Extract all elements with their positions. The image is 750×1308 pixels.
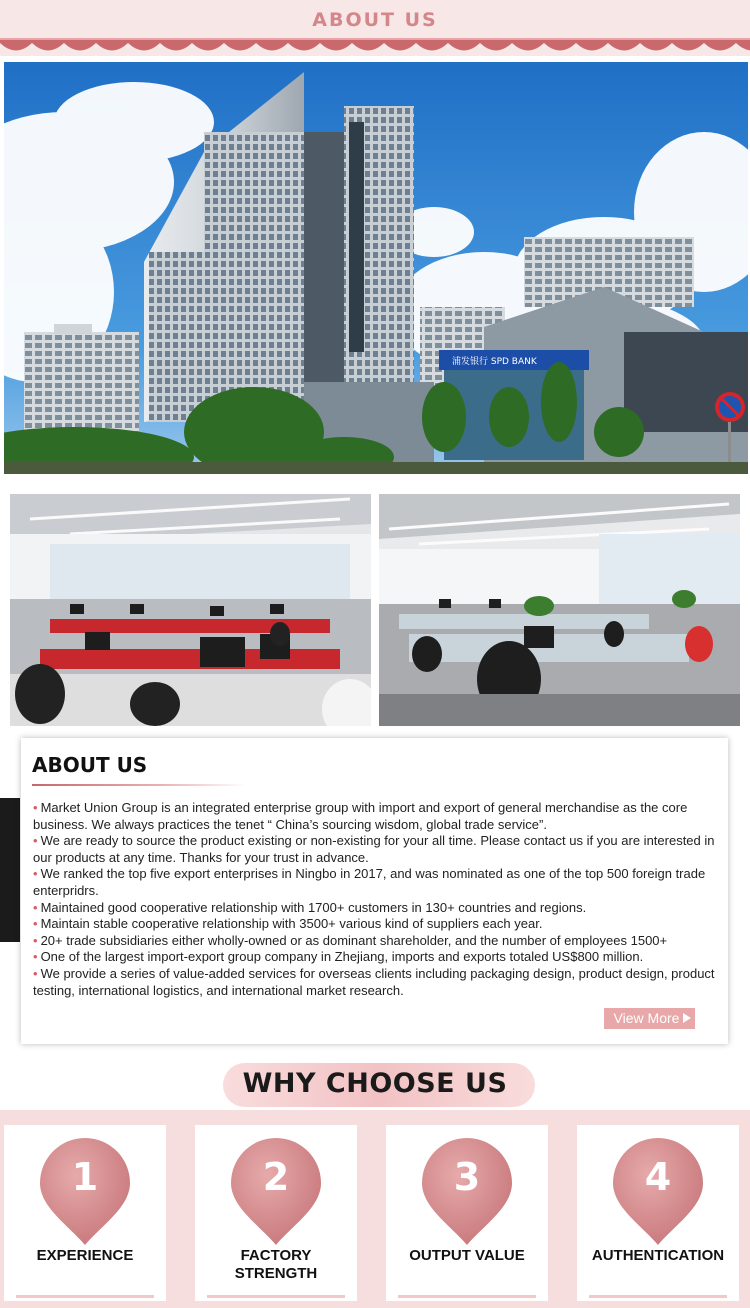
about-item-text: Maintained good cooperative relationship with 1700+ customers in 130+ countries and regions.	[40, 899, 587, 915]
scallop	[256, 43, 288, 51]
feature-card	[195, 1125, 357, 1301]
office-photo-right	[379, 494, 740, 726]
about-us-banner	[0, 0, 750, 56]
scallop	[544, 43, 576, 51]
feature-underline	[16, 1295, 154, 1298]
about-item-text: One of the largest import-export group company in Zhejiang, imports and exports totaled US$800 million.	[40, 949, 644, 965]
about-item-text: We provide a series of value-added services for overseas clients including packaging design, product design, product testing, international logistics, and international market research.	[33, 965, 715, 998]
feature-number: 2	[262, 1155, 290, 1199]
scallop	[160, 43, 192, 51]
bullet-icon: •	[33, 800, 38, 815]
about-item-text: Market Union Group is an integrated enterprise group with import and export of general merchandise as the core business. We always practices the tenet “ China’s sourcing wisdom, global trade service”.	[33, 800, 688, 832]
scallop	[416, 43, 448, 51]
scalloped-awning-edge	[0, 40, 750, 56]
office-photo-left	[10, 494, 371, 726]
about-list	[33, 800, 719, 999]
scallop	[576, 43, 608, 51]
scallop	[128, 43, 160, 51]
view-more-button[interactable]: View More	[604, 1008, 695, 1029]
feature-underline	[207, 1295, 345, 1298]
scallop	[448, 43, 480, 51]
about-heading: ABOUT US	[32, 753, 148, 777]
feature-number: 1	[71, 1155, 99, 1199]
about-item	[33, 916, 719, 933]
feature-number: 3	[453, 1155, 481, 1199]
bullet-icon: •	[33, 899, 38, 915]
bullet-icon: •	[33, 866, 38, 882]
scallop	[224, 43, 256, 51]
scallop	[320, 43, 352, 51]
bullet-icon: •	[33, 965, 38, 981]
about-item	[33, 900, 719, 917]
why-title: WHY CHOOSE US	[242, 1068, 508, 1099]
scallop	[480, 43, 512, 51]
company-building-photo	[4, 62, 748, 474]
scallop	[352, 43, 384, 51]
scallop	[0, 43, 32, 51]
feature-underline	[589, 1295, 727, 1298]
scallop	[736, 43, 750, 51]
about-item-text: We ranked the top five export enterprises in Ningbo in 2017, and was nominated as one of the top 500 foreign trade enterpridrs.	[33, 866, 706, 898]
about-item	[33, 800, 719, 833]
bank-sign: 浦发银行 SPD BANK	[452, 357, 537, 367]
scallop	[672, 43, 704, 51]
scallop	[64, 43, 96, 51]
bullet-icon: •	[33, 949, 38, 965]
about-item	[33, 866, 719, 899]
bullet-icon: •	[33, 932, 38, 948]
feature-card	[577, 1125, 739, 1301]
side-tab[interactable]	[0, 798, 20, 942]
scallop	[32, 43, 64, 51]
bullet-icon: •	[33, 833, 38, 849]
feature-number: 4	[644, 1155, 672, 1199]
scallop	[384, 43, 416, 51]
about-item	[33, 966, 719, 999]
scallop	[512, 43, 544, 51]
about-item-text: We are ready to source the product existing or non-existing for your all time. Please contact us if you are interested in our products at any time. Thanks for your trust in advance.	[33, 833, 715, 865]
feature-label: AUTHENTICATION	[591, 1247, 725, 1264]
about-item	[33, 933, 719, 950]
about-item	[33, 833, 719, 866]
scallop	[704, 43, 736, 51]
feature-label: FACTORY STRENGTH	[234, 1247, 318, 1282]
scallop	[96, 43, 128, 51]
scallop	[288, 43, 320, 51]
about-item-text: Maintain stable cooperative relationship with 3500+ various kind of suppliers each year.	[40, 916, 543, 932]
about-item-text: 20+ trade subsidiaries either wholly-owned or as dominant shareholder, and the number of employees 1500+	[40, 932, 668, 948]
feature-label: OUTPUT VALUE	[409, 1247, 525, 1264]
banner-title: ABOUT US	[312, 9, 438, 31]
scallop	[608, 43, 640, 51]
feature-underline	[398, 1295, 536, 1298]
scallop	[192, 43, 224, 51]
scallop	[640, 43, 672, 51]
bullet-icon: •	[33, 916, 38, 932]
feature-card	[386, 1125, 548, 1301]
about-item	[33, 949, 719, 966]
feature-label: EXPERIENCE	[36, 1247, 134, 1264]
about-card	[21, 738, 728, 1044]
feature-card	[4, 1125, 166, 1301]
play-triangle-icon	[683, 1013, 691, 1023]
heading-underline	[32, 784, 247, 786]
